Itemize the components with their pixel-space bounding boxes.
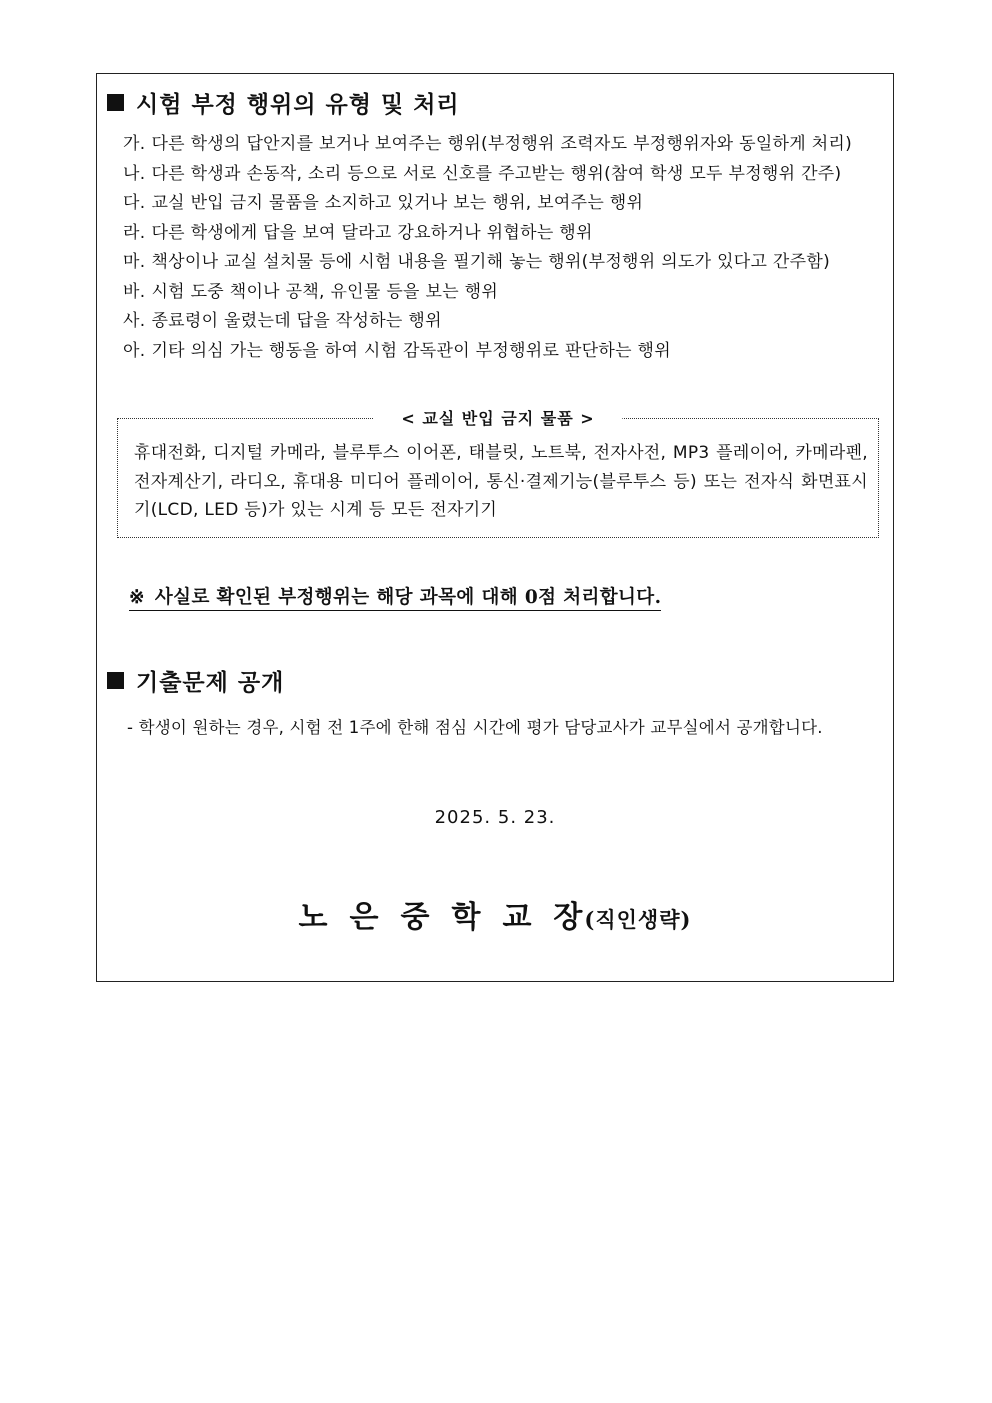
list-item: 마. 책상이나 교실 설치물 등에 시험 내용을 필기해 놓는 행위(부정행위 의도가 있다고 간주함): [123, 252, 831, 272]
document-date: 2025. 5. 23.: [434, 807, 556, 828]
cheating-section-heading: [107, 86, 460, 119]
exam-section-heading: [107, 664, 284, 697]
principal-signature: [97, 892, 893, 936]
list-item: 라. 다른 학생에게 답을 보여 달라고 강요하거나 위협하는 행위: [123, 222, 593, 243]
zero-score-notice-text: 사실로 확인된 부정행위는 해당 과목에 대해 0점 처리합니다.: [154, 587, 662, 608]
cheating-items-list: [123, 130, 852, 366]
square-bullet-icon: [107, 94, 124, 111]
list-item: 나. 다른 학생과 손동작, 소리 등으로 서로 신호를 주고받는 행위(참여 학생 모두 부정행위 간주): [123, 163, 842, 184]
list-item: 다. 교실 반입 금지 물품을 소지하고 있거나 보는 행위, 보여주는 행위: [123, 193, 644, 213]
signature-name: 노은중학교장: [298, 900, 605, 935]
signature-note: (직인생략): [584, 907, 692, 932]
prohibited-items-box: [117, 409, 879, 538]
list-item: 가. 다른 학생의 답안지를 보거나 보여주는 행위(부정행위 조력자도 부정행위자와 동일하게 처리): [123, 134, 853, 154]
exam-section-title: 기출문제 공개: [136, 670, 285, 696]
list-item: 아. 기타 의심 가는 행동을 하여 시험 감독관이 부정행위로 판단하는 행위: [123, 340, 671, 361]
prohibited-items-label: < 교실 반입 금지 물품 >: [373, 406, 622, 429]
reference-mark-icon: ※: [129, 587, 145, 608]
list-item: 바. 시험 도중 책이나 공책, 유인물 등을 보는 행위: [123, 281, 499, 302]
square-bullet-icon: [107, 672, 124, 689]
list-item: 사. 종료령이 울렸는데 답을 작성하는 행위: [123, 311, 442, 331]
exam-disclosure-text: - 학생이 원하는 경우, 시험 전 1주에 한해 점심 시간에 평가 담당교사가 교무실에서 공개합니다.: [127, 718, 823, 737]
cheating-section-title: 시험 부정 행위의 유형 및 처리: [136, 92, 460, 118]
notice-frame: [96, 73, 894, 982]
prohibited-items-text: 휴대전화, 디지털 카메라, 블루투스 이어폰, 태블릿, 노트북, 전자사전, MP3 플레이어, 카메라펜, 전자계산기, 라디오, 휴대용 미디어 플레이어, 통신·결제기능(블루투스 등) 또는 전자식 화면표시기(LCD, LED 등)가 있는 시계 등 모든 전자기기: [134, 443, 868, 520]
zero-score-notice: [129, 583, 661, 611]
